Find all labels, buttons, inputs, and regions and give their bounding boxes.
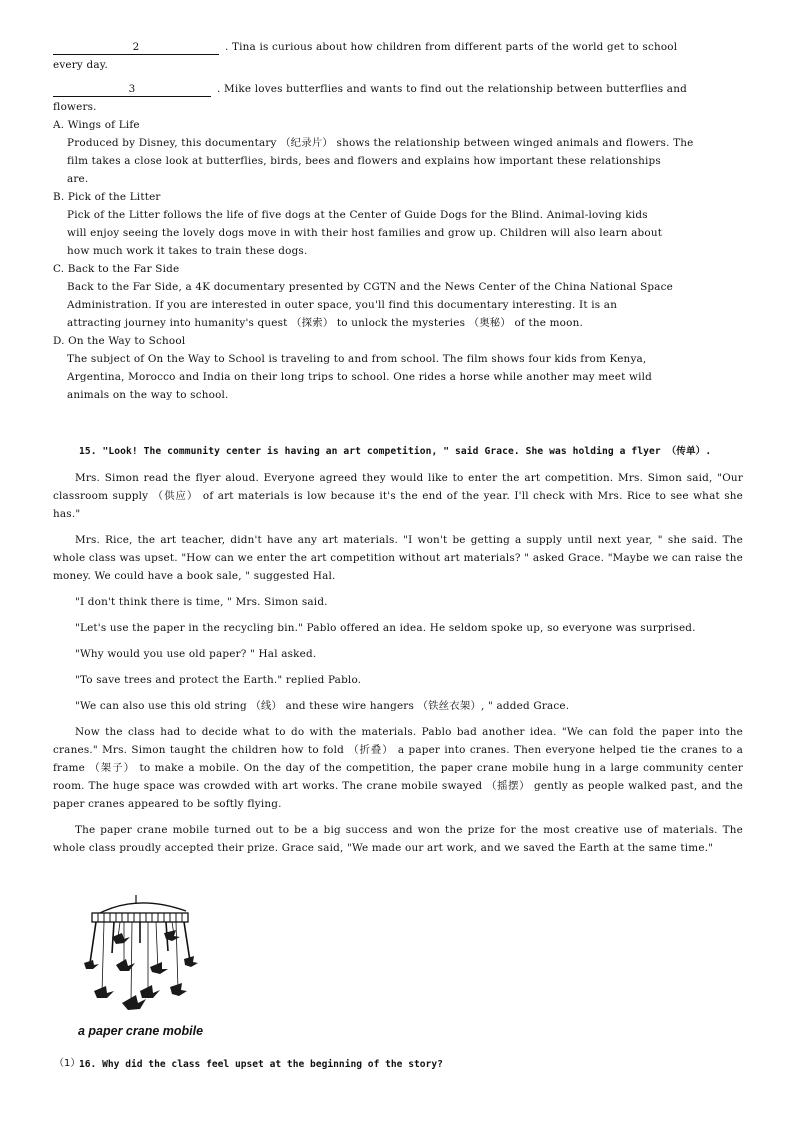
option-c xyxy=(53,260,743,332)
story-paragraph: "Why would you use old paper? " Hal asked. xyxy=(75,648,317,660)
matching-item-3 xyxy=(53,80,743,98)
paper-crane-mobile-illustration xyxy=(76,893,216,1043)
option-line: Pick of the Litter follows the life of five dogs at the Center of Guide Dogs for the Blind. Animal-loving kids xyxy=(67,209,648,221)
option-heading: C. Back to the Far Side xyxy=(53,263,180,275)
option-heading: A. Wings of Life xyxy=(53,119,140,131)
option-line: how much work it takes to train these dogs. xyxy=(67,245,308,257)
item-text: . Mike loves butterflies and wants to find out the relationship between butterflies and xyxy=(217,83,687,95)
option-line: film takes a close look at butterflies, birds, bees and flowers and explains how important these relationships xyxy=(67,155,661,167)
story-paragraph: Mrs. Simon read the flyer aloud. Everyone agreed they would like to enter the art competition. Mrs. Simon said, "Our classroom supply （供应） of art materials is low because it's the end of the year. I'll check with Mrs. Rice to see what she has." xyxy=(53,472,743,520)
option-heading: B. Pick of the Litter xyxy=(53,191,161,203)
story-passage xyxy=(53,469,743,865)
option-line: attracting journey into humanity's quest （探索） to unlock the mysteries （奥秘） of the moon. xyxy=(67,317,583,329)
figure-caption: a paper crane mobile xyxy=(78,1024,204,1038)
option-line: Back to the Far Side, a 4K documentary presented by CGTN and the News Center of the China National Space xyxy=(67,281,674,293)
answer-blank[interactable]: 3 xyxy=(53,82,211,97)
item-text-cont: every day. xyxy=(53,59,108,71)
option-a xyxy=(53,116,743,188)
option-b xyxy=(53,188,743,260)
item-text-cont: flowers. xyxy=(53,101,97,113)
option-line: Argentina, Morocco and India on their long trips to school. One rides a horse while another may meet wild xyxy=(67,371,652,383)
option-line: Administration. If you are interested in outer space, you'll find this documentary interesting. It is an xyxy=(67,299,618,311)
question-16: 16. Why did the class feel upset at the beginning of the story? xyxy=(79,1059,443,1070)
story-paragraph: Mrs. Rice, the art teacher, didn't have any art materials. "I won't be getting a supply until next year, " she said. The whole class was upset. "How can we enter the art competition without art materials? " asked Grace. "Maybe we can raise the money. We could have a book sale, " suggested Hal. xyxy=(53,534,743,582)
option-d xyxy=(53,332,743,404)
answer-blank[interactable]: 2 xyxy=(53,40,219,55)
question-15-heading: 15. "Look! The community center is having an art competition, " said Grace. She was holding a flyer （传单）. xyxy=(79,446,712,457)
story-paragraph: Now the class had to decide what to do with the materials. Pablo bad another idea. "We can fold the paper into the cranes." Mrs. Simon taught the children how to fold （折叠） a paper into cranes. Then everyone helped tie the cranes to a frame （架子） to make a mobile. On the day of the competition, the paper crane mobile hung in a large community center room. The huge space was crowded with art works. The crane mobile swayed （摇摆） gently as people walked past, and the paper cranes appeared to be softly flying. xyxy=(53,726,743,810)
option-line: are. xyxy=(67,173,89,185)
sub-question-marker: （1） xyxy=(54,1058,81,1069)
matching-section xyxy=(53,38,743,404)
story-paragraph: "I don't think there is time, " Mrs. Simon said. xyxy=(75,596,328,608)
option-line: Produced by Disney, this documentary （纪录片） shows the relationship between winged animals and flowers. The xyxy=(67,137,694,149)
story-paragraph: The paper crane mobile turned out to be a big success and won the prize for the most creative use of materials. The whole class proudly accepted their prize. Grace said, "We made our art work, and we saved the Earth at the same time." xyxy=(53,824,743,854)
option-heading: D. On the Way to School xyxy=(53,335,186,347)
matching-item-2 xyxy=(53,38,743,56)
item-text: . Tina is curious about how children from different parts of the world get to school xyxy=(225,41,678,53)
option-line: will enjoy seeing the lovely dogs move in with their host families and grow up. Children will also learn about xyxy=(67,227,663,239)
story-paragraph: "Let's use the paper in the recycling bin." Pablo offered an idea. He seldom spoke up, so everyone was surprised. xyxy=(75,622,696,634)
crane-mobile-drawing xyxy=(76,893,216,1023)
story-paragraph: "To save trees and protect the Earth." replied Pablo. xyxy=(75,674,362,686)
option-line: animals on the way to school. xyxy=(67,389,229,401)
option-line: The subject of On the Way to School is traveling to and from school. The film shows four kids from Kenya, xyxy=(67,353,647,365)
story-paragraph: "We can also use this old string （线） and these wire hangers （铁丝衣架）, " added Grace. xyxy=(75,700,570,712)
